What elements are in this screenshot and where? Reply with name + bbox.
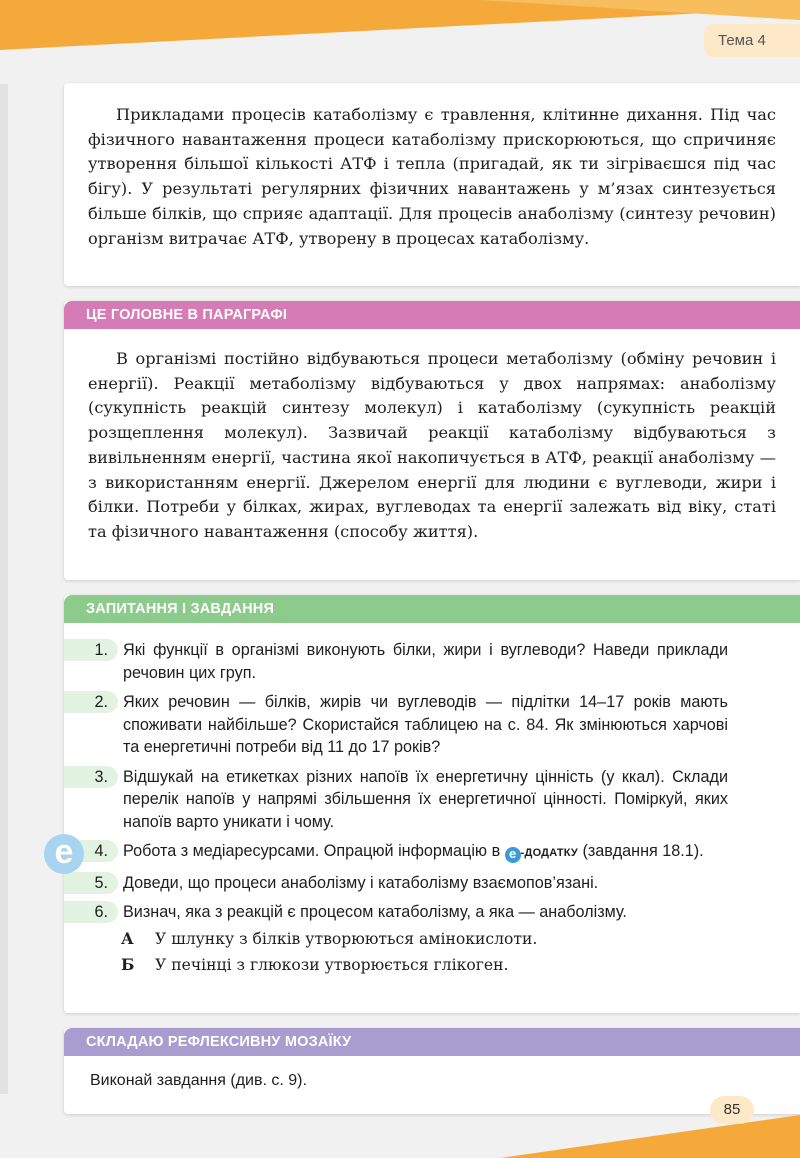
reflection-card xyxy=(64,1028,800,1114)
question-number: 5. xyxy=(64,872,118,894)
question-number: 6. xyxy=(64,901,118,923)
question-item xyxy=(64,840,800,865)
summary-card xyxy=(64,301,800,580)
option-letter: Б xyxy=(121,954,135,974)
option-item xyxy=(121,926,800,952)
e-resource-icon: e xyxy=(44,834,84,874)
question-item xyxy=(64,901,800,924)
question-number: 4. xyxy=(64,840,118,862)
page-number: 85 xyxy=(710,1096,754,1124)
questions-card xyxy=(64,595,800,1013)
topic-tab: Тема 4 xyxy=(704,24,800,57)
question-text: Які функції в організмі виконують білки, жири і вуглеводи? Наведи приклади речовин цих груп. xyxy=(123,641,728,682)
option-text: У печінці з глюкози утворюється глікоген. xyxy=(155,955,509,974)
e-supplement-icon[interactable]: e xyxy=(505,847,521,863)
question-item xyxy=(64,766,800,834)
answer-options xyxy=(64,926,800,978)
question-text: Визнач, яка з реакцій є процесом катаболізму, а яка — анаболізму. xyxy=(123,903,627,921)
question-text: Відшукай на етикетках різних напоїв їх енергетичну цінність (у ккал). Склади перелік напоїв у напрямі збільшення їх енергетичної цінності. Поміркуй, яких напоїв варто уникати і чому. xyxy=(123,767,728,831)
top-decor-band xyxy=(0,0,800,70)
question-number: 3. xyxy=(64,766,118,788)
question-number: 1. xyxy=(64,639,118,661)
bottom-decor-band xyxy=(0,1115,800,1158)
question-number: 2. xyxy=(64,691,118,713)
reflection-text: Виконай завдання (див. с. 9). xyxy=(90,1072,307,1089)
question-text-after: (завдання 18.1). xyxy=(577,842,704,860)
option-letter: А xyxy=(121,928,134,948)
option-item xyxy=(121,952,800,978)
question-text-before: Робота з медіаресурсами. Опрацюй інформацію в xyxy=(123,842,505,860)
summary-header: ЦЕ ГОЛОВНЕ В ПАРАГРАФІ xyxy=(64,301,800,329)
summary-paragraph: В організмі постійно відбуваються процеси метаболізму (обміну речовин і енергії). Реакції метаболізму відбуваються у двох напрямах: анаболізму (сукупність реакцій синтезу молекул) і катаболізму (сукупність реакцій розщеплення молекул). Зазвичай реакції катаболізму відбуваються з вивільненням енергії, частина якої накопичується в АТФ, реакції анаболізму — з використанням енергії. Джерелом енергії для людини є вуглеводи, жири і білки. Потреби у білках, жирах, вуглеводах та енергії залежать від віку, статі та фізичного навантаження (способу життя). xyxy=(88,349,776,541)
reflection-header: СКЛАДАЮ РЕФЛЕКСИВНУ МОЗАЇКУ xyxy=(64,1028,800,1056)
questions-header: ЗАПИТАННЯ І ЗАВДАННЯ xyxy=(64,595,800,623)
e-supplement-link[interactable]: -ДОДАТКУ xyxy=(520,847,578,859)
left-margin-bar xyxy=(0,84,8,1094)
option-text: У шлунку з білків утворюються амінокислоти. xyxy=(155,929,538,948)
intro-card xyxy=(64,83,800,286)
question-item xyxy=(64,691,800,759)
questions-list xyxy=(64,623,800,924)
question-item xyxy=(64,639,800,684)
intro-paragraph: Прикладами процесів катаболізму є травлення, клітинне дихання. Під час фізичного навантаження процеси катаболізму прискорюються, що спричиняє утворення більшої кількості АТФ і тепла (пригадай, як ти зігріваєшся під час бігу). У результаті регулярних фізичних навантажень у м’язах синтезується більше білків, що сприяє адаптації. Для процесів анаболізму (синтезу речовин) організм витрачає АТФ, утворену в процесах катаболізму. xyxy=(88,105,776,248)
question-text: Яких речовин — білків, жирів чи вуглеводів — підлітки 14–17 років мають споживати найбільше? Скористайся таблицею на с. 84. Як змінюються харчові та енергетичні потреби від 11 до 17 років? xyxy=(123,693,728,756)
question-text: Доведи, що процеси анаболізму і катаболізму взаємопов’язані. xyxy=(123,873,599,892)
question-item xyxy=(64,872,800,895)
